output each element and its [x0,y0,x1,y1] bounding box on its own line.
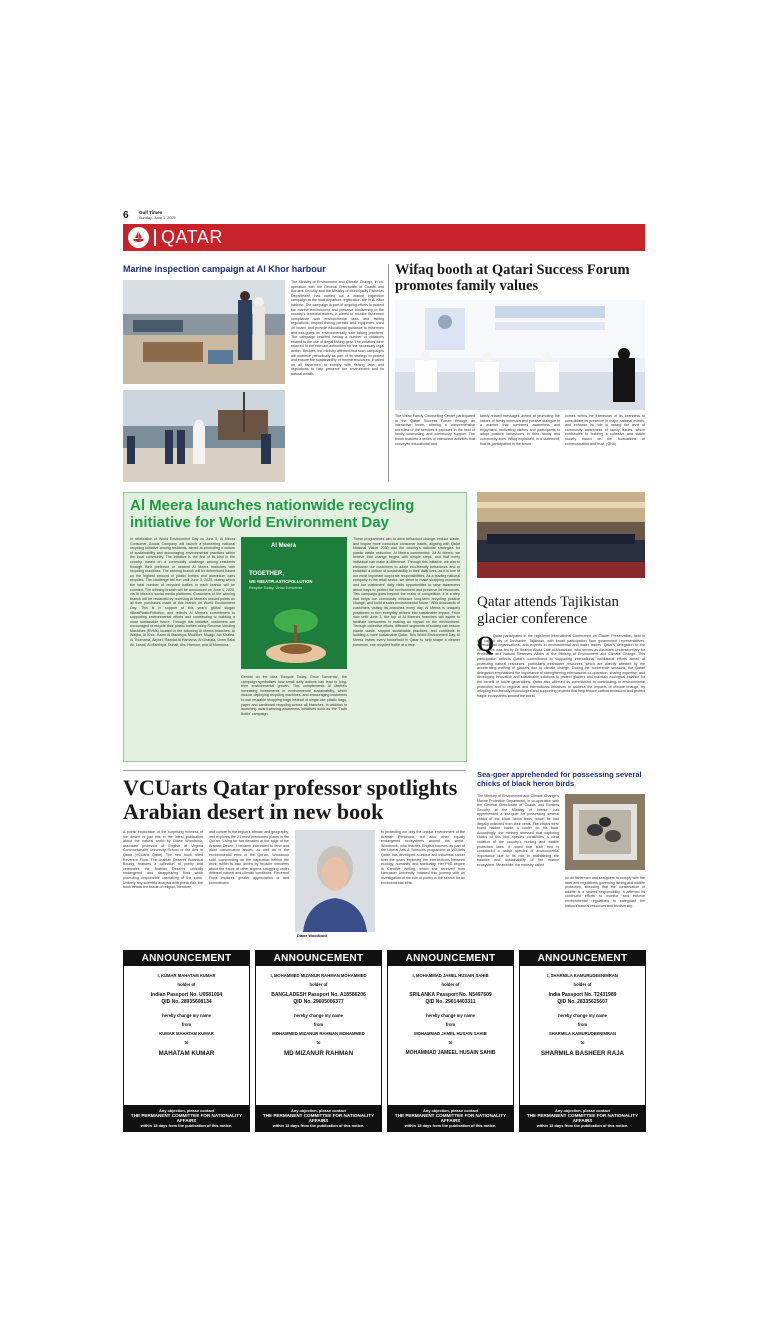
announcement-committee: THE PERMANENT COMMITTEE FOR NATIONALITY AFFAIRS [262,1113,375,1123]
announcement-4 [519,950,646,1132]
announcement-3 [387,950,514,1132]
forum-photo [395,300,645,410]
announcement-passport: BANGLADESH Passport No. A18586206 [271,992,366,998]
announcement-objection: Any objection, please contact [291,1108,346,1113]
announcement-qid: QID No. 28935608134 [161,999,212,1005]
section-banner [123,224,645,251]
paper-name: Gulf Times [139,210,163,215]
poster-line1: TOGETHER, [249,571,284,577]
story1-body: The Ministry of Environment and Climate Change, in co-operation with the General Directorate of Coasts and Borders Security and the Ministry of Municipality Fisheries Department, has carried out a marine inspection campaign at the boat departure registration site in Al Khor harbour. The campaign is part of ongoing efforts to protect the marine environment and preserve biodiversity in the country's territorial waters. It aimed to monitor fishermen compliance with environmental laws and fishing regulations, inspect fishing permits and equipment used on board, and provide educational guidance to fishermen and sea-goers on environmentally safe fishing practices. The campaign resulted having a number of violations related to the use of illegal fishing gear. The violators were referred to the relevant authorities for the necessary legal action. Besides, the ministry affirmed that such campaigns will continue periodically as part of its strategy to protect and ensure the sustainability of marine resources. It called on all fishermen to comply with fishing laws and regulations to help preserve the environment and its natural wealth. [291,280,384,376]
story6-headline: Sea-goer apprehended for possessing several chicks of black heron birds [477,770,642,788]
announcement-name-line: I, SHARMILA KAMURUDEENIMRAN [547,973,618,978]
announcement-holder: holder of [573,982,592,987]
announcement-footer [520,1105,645,1131]
issue-date: Sunday, June 1, 2025 [139,216,176,220]
announcement-footer [124,1105,249,1131]
announcement-objection: Any objection, please contact [159,1108,214,1113]
story3-col1: In celebration of World Environment Day on June 5, Al Meera Consumer Goods Company will launch a pioneering national recycling initiative among residents, aimed at promoting a culture of sustainability and encouraging environmental practices within the local community. The initiative is the first of its kind in the country, based on a community challenge among residents through their preferred or nearest Al Meera branches with recycling machines. The winning branch will be determined based on the highest amount of plastic bottles and aluminium cans recycled. The challenge will run until June 3, 2025, during which the total number of recycled bottles in each branch will be counted. The winning branch will be announced on June 4, 2025, via Al Meera's social media platforms. Customers of the winning branch will be rewarded by receiving Al Meera's reward points on all their purchases made at this branch on World Environment Day. This is in support of this year's global slogan #BeatPlasticPollution, and reflects Al Meera's commitment to supporting environmental efforts and contributing to building a more sustainable future. Through this initiative, customers are encouraged to recycle their plastic bottles using Reverse Vending Machines (RVMs) located in the following Al Meera branches: Al Waljba, Al Khor, Hazm Al Markhiya, Muaither, Muaijp, Ain Khaled, Al Thumama, Airport, Rawdat Al Hamama, Al Gharafa, Umm Salal Ali, Lusail, Al Markhiya, Duhail, Abu Hamour, and Al Mamoura. [130,537,235,647]
announcement-new-name: MD MIZANUR RAHMAN [283,1050,354,1057]
announcement-title: ANNOUNCEMENT [256,951,381,966]
announcement-title: ANNOUNCEMENT [520,951,645,966]
announcement-from: from [313,1022,324,1027]
announcement-to: to [580,1040,585,1045]
announcement-old-name: MOHAMMED MIZANUR RAHMAN MOHAMMED [272,1031,365,1036]
author-portrait [295,830,375,932]
announcement-title: ANNOUNCEMENT [124,951,249,966]
announcement-old-name: SHARMILA KAMURUDEENIMRAN [548,1031,617,1036]
story1-headline: Marine inspection campaign at Al Khor harbour [123,264,326,274]
announcement-passport: SRILANKA Passport No. N5497609 [409,992,492,998]
announcement-old-name: KUMAR MAHATAM KUMAR [159,1031,214,1036]
announcement-qid: QID No. 29605006377 [293,999,344,1005]
conference-photo [477,492,645,578]
story3-headline: Al Meera launches nationwide recycling initiative for World Environment Day [130,497,415,531]
announcement-change: hereby change my name [426,1013,475,1018]
announcement-footer [256,1105,381,1131]
announcement-new-name: SHARMILA BASHEER RAJA [541,1050,624,1057]
heron-chicks-photo [565,794,645,870]
poster-line3: Recycle Today, Grow Tomorrow [249,586,303,590]
announcement-name-line: I, MOHAMMAD JAMEL HUSAIN SAHIB [412,973,489,978]
announcement-holder: holder of [309,982,328,987]
recycling-poster [241,537,347,669]
poster-line2: WE #BEATPLASTICPOLLUTION [249,579,313,584]
announcement-name-line: I, MOHAMMED MIZANUR RAHMAN MOHAMMED [270,973,367,978]
announcement-holder: holder of [177,982,196,987]
story5-col3: to protecting not only the unique environment of the Arabian Peninsula, but also other equally endangered ecosystems around the world.' Woodcock, who teaches English courses as part of the Liberal Arts & Sciences programme at VCUarts Qatar, has developed a unique and influential career over the years exploring the intersections between ecology, humanity, and spirituality. Her PhD degree in Creative Writing, which she received from Lancaster University, initiated this journey with an investigation of the role of poetry in the search for an environmental ethic. [381,830,465,885]
announcement-passport: India Passport No. T2431989 [548,992,617,998]
announcement-change: hereby change my name [558,1013,607,1018]
announcement-notice: within 15 days from the publication of this notice. [404,1123,497,1128]
announcement-qid: QID No. 28335625607 [557,999,608,1005]
announcement-committee: THE PERMANENT COMMITTEE FOR NATIONALITY AFFAIRS [526,1113,639,1123]
announcement-passport: Indian Passport No. U0581004 [150,992,223,998]
announcement-old-name: MOHAMMAD JAMEL HUSAIN SAHIB [414,1031,487,1036]
announcement-holder: holder of [441,982,460,987]
recycling-feature-box [123,492,467,762]
announcement-to: to [184,1040,189,1045]
announcement-title: ANNOUNCEMENT [388,951,513,966]
announcement-footer [388,1105,513,1131]
emblem-icon [128,227,149,248]
section-title: QATAR [161,227,223,247]
dropcap-q: Q [477,631,495,656]
story2-col2: family-related messages aimed at promoting the values of family cohesion and positive dialogue in a manner that combined awareness and enjoyment, motivating visitors and participants to adopt positive behaviours in their family and community lives. Wifaq explained, in a statement, that its participation in the forum [480,414,560,446]
section-rule [123,770,465,771]
announcement-to: to [316,1040,321,1045]
story3-col2: Central on the idea 'Recycle Today, Grow Tomorrow', the campaign symbolises how small daily actions can lead to long-term environmental growth. This complements Al Meera's increasing investments in environmental sustainability, which include deploying recycling machines, and encouraging customers to use reusable shopping bags instead of single-use plastic bags, paper and cardboard recycling across all branches, in addition to launching award-winning awareness initiatives such as the 'Truth Bottle' campaign. [241,675,347,716]
story5-col2: and culture in the region's climate and geography, and explores the 21 most mentioned plants in the Qur'an. 'Living for two decades at the edge of the Arabian Desert, I became interested to tend and plant conservation issues, as well as in the environmental ethic of the Qur'an,' Woodcock said, commenting on the inspiration behind the work, which is also driven by broader concerns about the future of other regions struggling under different natural and climatic conditions. 'Reverent Flora implores greater appreciation of and commitment [209,830,289,885]
announcement-notice: within 15 days from the publication of this notice. [536,1123,629,1128]
announcement-change: hereby change my name [162,1013,211,1018]
column-rule [388,264,389,482]
story6-col1: The Ministry of Environment and Climate Change's Marine Protection Department, in co-operation with the General Directorate of Coasts and Borders Security at the Ministry of Interior, has apprehended a sea-goer for possessing several chicks of the black heron birds, which he had illegally collected from their nests. The chicks were found hidden inside a cooler on his boat. Accordingly, the ministry stressed that capturing chicks of this bird species constitutes a clear violation of the country's hunting and wildlife protection laws. It noted that such bird is considered a native species of environmental importance due to its role in maintaining the balance and sustainability of the marine ecosystem. Meanwhile, the ministry called [477,794,559,867]
announcement-notice: within 15 days from the publication of this notice. [272,1123,365,1128]
story2-col1: The Wifaq Family Counselling Center participated in the Qatari Success Forum through an interactive booth, offering a comprehensive overview of the services it provides in the field of family counselling and community support. The booth featured a series of interactive activities that conveyed educational and [395,414,475,446]
announcement-qid: QID No. 29014403311 [425,999,476,1005]
plant-in-hand-illustration [241,597,347,669]
story5-headline: VCUarts Qatar professor spotlights Arabian desert in new book [123,775,458,824]
story6-col2: on all fishermen and sea-goers to comply with the laws and regulations governing fishing and wildlife protection, stressing that the conservation of wildlife is a shared responsibility. It affirmed its continued efforts to monitor and enforce environmental regulations to safeguard the nation's natural resources and biodiversity. [565,876,645,908]
announcement-from: from [577,1022,588,1027]
story4-headline: Qatar attends Tajikistan glacier conference [477,594,619,627]
harbour-photo-1 [123,280,285,384]
poster-brand: Al Meera [271,543,297,549]
announcement-notice: within 15 days from the publication of this notice. [140,1123,233,1128]
announcement-1 [123,950,250,1132]
announcement-from: from [445,1022,456,1027]
announcement-change: hereby change my name [294,1013,343,1018]
story3-col3: These programmes aim to drive behaviour change, reduce waste, and inspire more conscious consumer habits, aligning with Qatar National Vision 2030 and the country's national strategies for plastic waste reduction. Al Meera commented: 'At Al Meera, we believe that change begins with simple steps, and that every individual can make a difference. Through this initiative, we aim to empower our customers to adopt eco-friendly behaviours and to establish a culture of sustainability in their daily lives, as it is one of our most important corporate responsibilities. As a leading national company in the retail sector, we strive to make shopping moments and our customers' daily visits opportunities to raise awareness about ways to protect the environment and preserve its resources. This campaign goes beyond the realm of competition, it is a step that helps our community embrace long-term recycling positive change, and build a safer environmental future.' With thousands of customers visiting its branches every day, Al Meera is uniquely positioned to turn everyday actions into sustainable impact. From now until June 3, the top of Al Meera's branches will aspire to facilitate consumers in making an impact on the environment. Through collective efforts, different segments of society can reduce plastic waste, support sustainable practices, and contribute to building a more sustainable Qatar. This World Environment Day, Al Meera invites every household in Qatar to help shape a cleaner tomorrow, one recycled bottle at a time. [353,537,460,647]
announcement-new-name: MOHAMMAD JAMEEL HUSAIN SAHIB [405,1050,496,1056]
story2-col3: comes within the framework of its keenness to consolidate its presence in major national events, and enhance its role in raising the level of community awareness of family issues, which contributes to building a cohesive and stable society based on the foundations of communication and trust. (QNA) [565,414,645,446]
banner-divider [154,229,156,246]
page-number: 6 [123,210,129,221]
harbour-photo-2 [123,390,285,482]
announcement-objection: Any objection, please contact [555,1108,610,1113]
announcement-name-line: I, KUMAR MAHATAM KUMAR [157,973,216,978]
story4-body: Qatar participated in the high-level International Conference on Glacier Preservation, held in the capital city of Dushanbe, Tajikistan, with broad participation from government representatives, international organisations, and experts in environmental and water issues. Qatar's delegation to the conference was led by Dr Ibrahim Abdul Latif al-Moawdani, who serves as Assistant Undersecretary for Protection and Natural Reserves Affairs at the Ministry of Environment and Climate Change. This participation reflects Qatar's commitment to supporting international multilateral efforts aimed at protecting natural resources, particularly freshwater resources, which are directly affected by the accelerating melting of glaciers due to climate change. During the conference sessions, the Qatari delegation emphasised the importance of strengthening international co-operation, sharing expertise, and developing innovative and sustainable solutions to protect glaciers and maintain ecological balance for the benefit of future generations. Qatar also affirmed its commitment to contributing to environmental protection and to regional and international initiatives to address the impacts of climate change, by adopting eco-friendly technologies and supporting projects that help reduce carbon emissions and protect fragile ecosystems around the world. [477,634,645,698]
announcement-committee: THE PERMANENT COMMITTEE FOR NATIONALITY AFFAIRS [394,1113,507,1123]
story5-col1: A poetic exploration of the surprising richness of the desert is just this in the latest publication about the natural world by Diane Woodcock, associate professor of English at Virginia Commonwealth University School of the Arts in Qatar (VCUarts Qatar). The new book, titled Reverent Flora: The Arabian Desert's Botanical Bounty, features a collection of poetry that celebrates the Arabian Desert's critically endangered and disappearing flora while promoting responsible caretaking of the earth. Unlikely any scientific analysis with poetic flair, the book details the tissue of religion, literature, [123,830,203,890]
announcement-committee: THE PERMANENT COMMITTEE FOR NATIONALITY AFFAIRS [130,1113,243,1123]
newspaper-page [123,208,645,1132]
announcement-2 [255,950,382,1132]
announcement-new-name: MAHATAM KUMAR [158,1050,215,1057]
announcement-objection: Any objection, please contact [423,1108,478,1113]
announcement-to: to [448,1040,453,1045]
story2-headline: Wifaq booth at Qatari Success Forum promotes family values [395,262,630,294]
announcement-from: from [181,1022,192,1027]
portrait-caption: Diane Woodcock [297,934,328,938]
